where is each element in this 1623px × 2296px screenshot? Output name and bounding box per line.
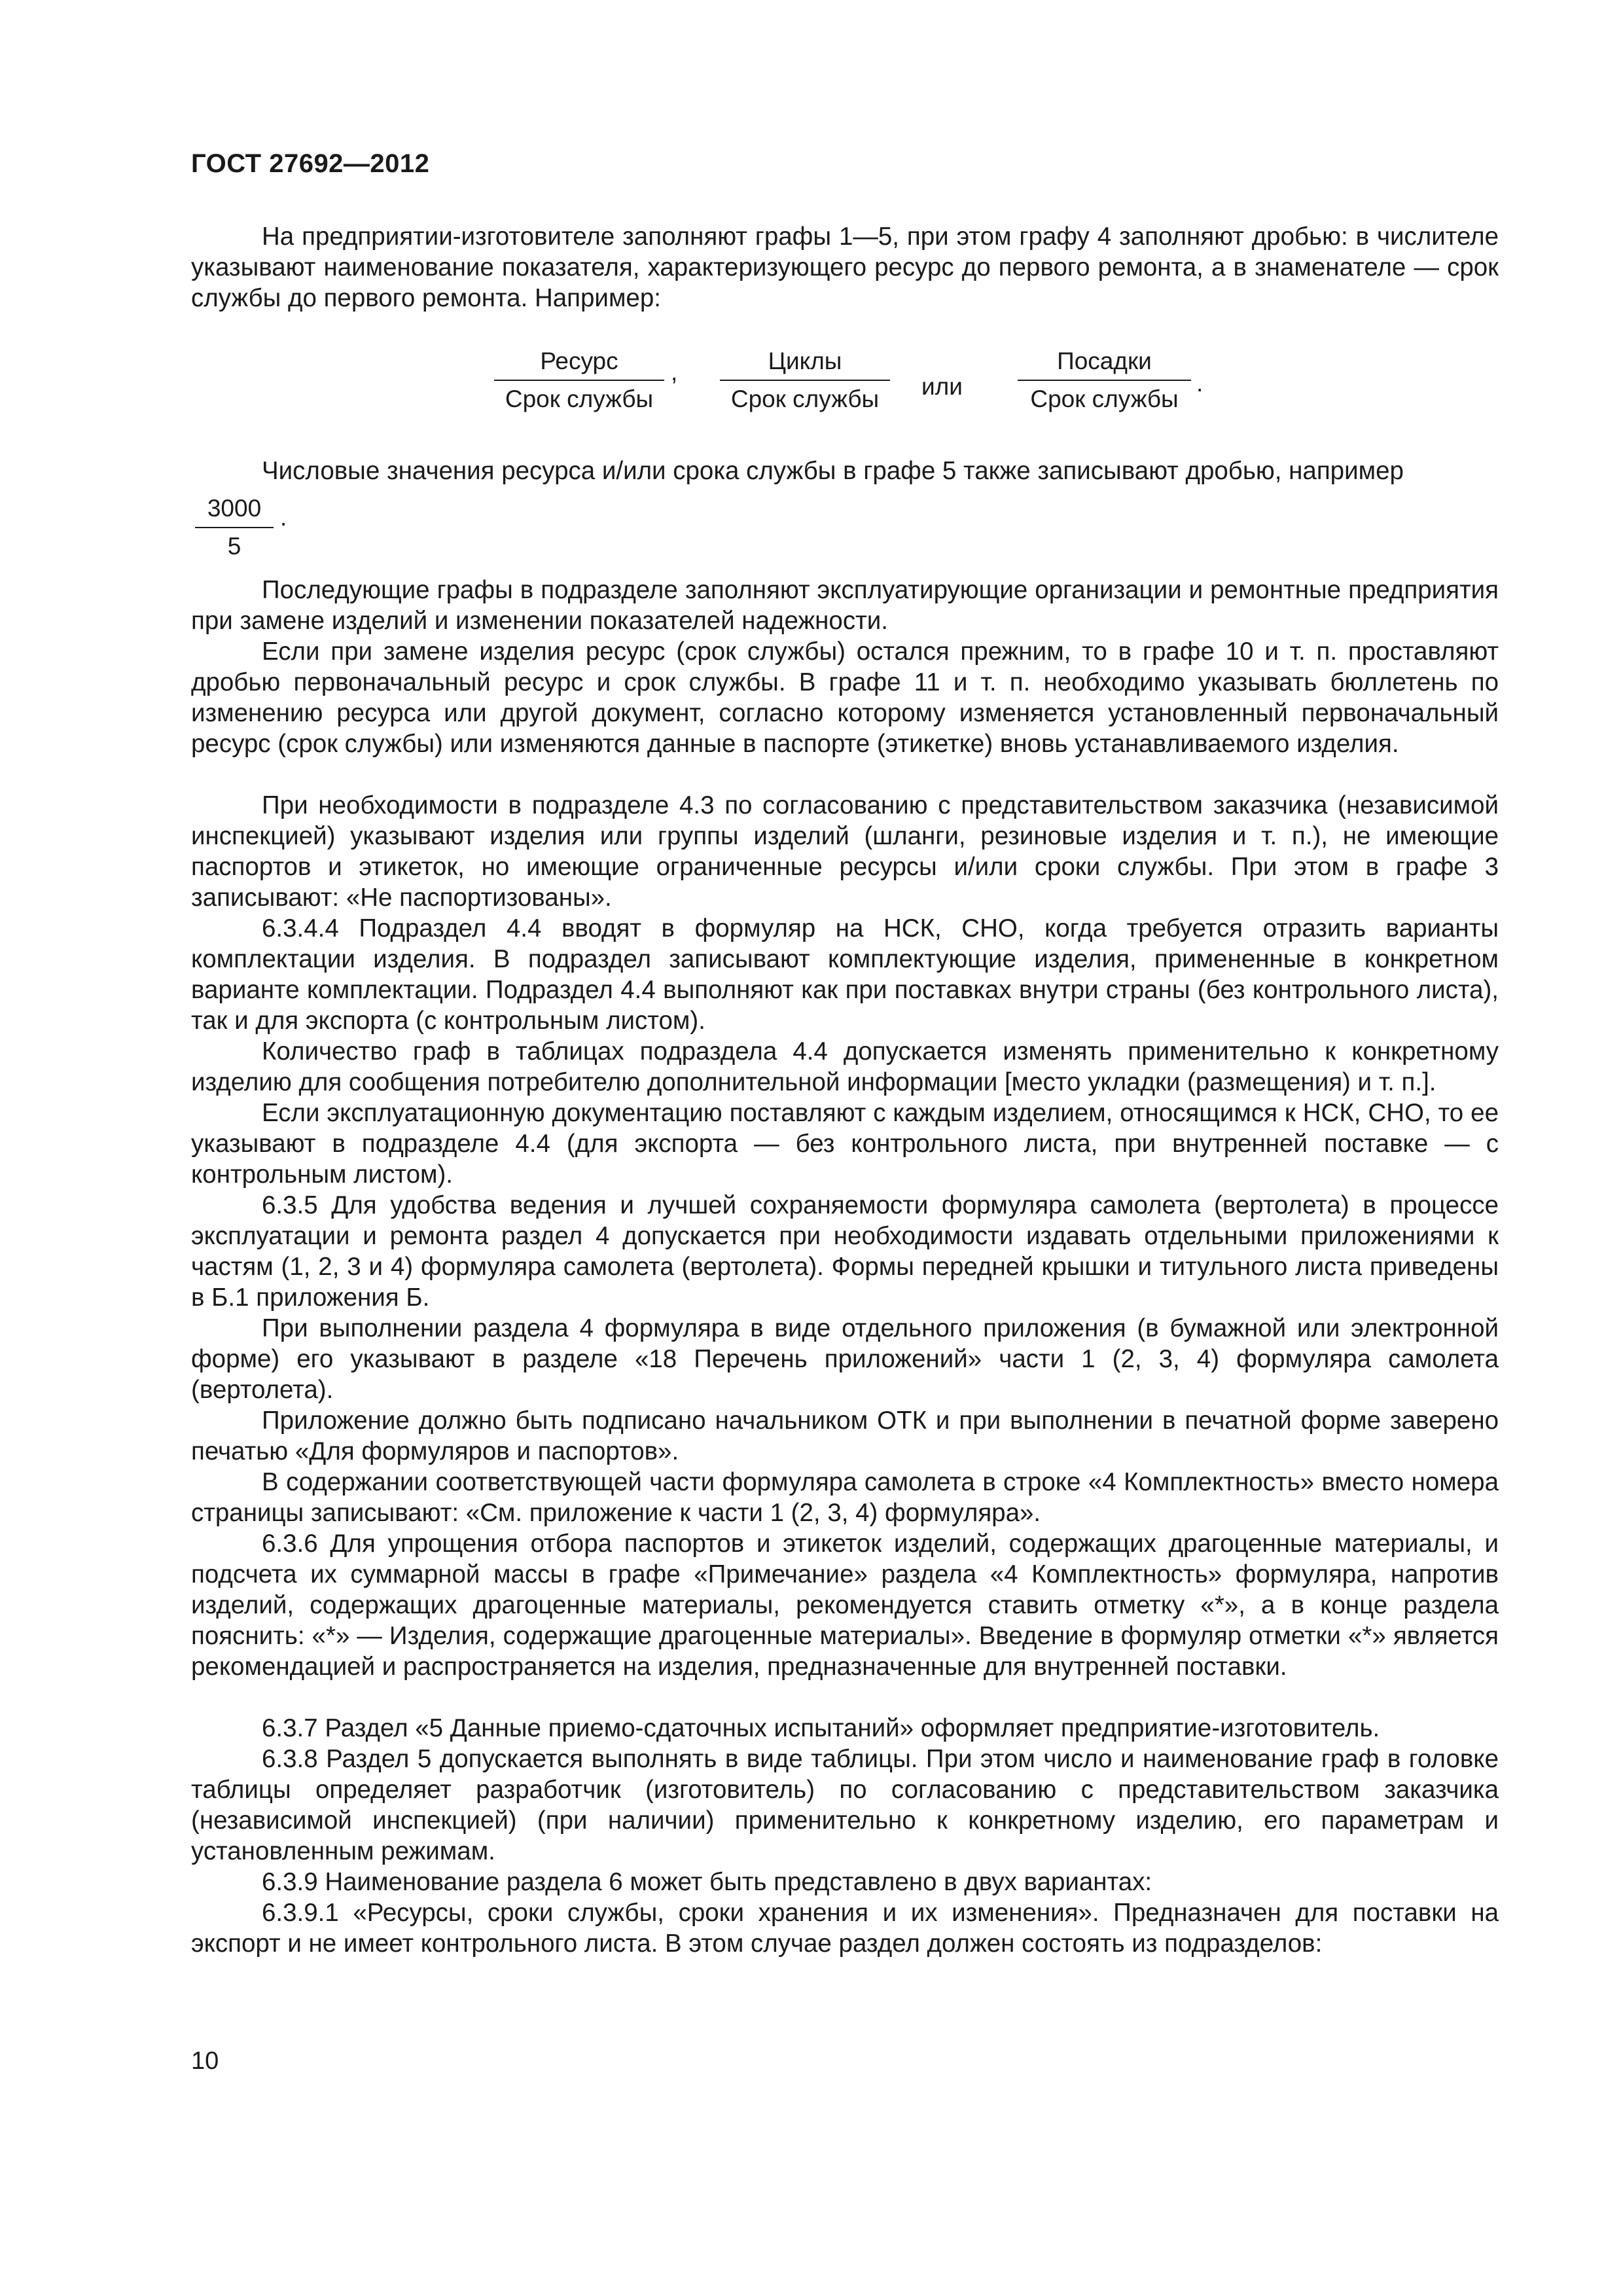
fraction-3000-5 (195, 494, 274, 561)
fraction-denominator: 5 (195, 527, 274, 561)
paragraph-6-3-6: 6.3.6 Для упрощения отбора паспортов и этикеток изделий, содержащих драгоценные материалы, и подсчета их суммарной массы в графе «Примечание» раздела «4 Комплектность» формуляра, напротив изделий, содержащих драгоценные материалы, рекомендуется ставить отметку «*», а в конце раздела пояснить: «*» — Изделия, содержащие драгоценные материалы». Введение в формуляр отметки «*» является рекомендацией и распространяется на изделия, предназначенные для внутренней поставки. (191, 1530, 1499, 1681)
paragraph-6-3-7: 6.3.7 Раздел «5 Данные приемо-сдаточных испытаний» оформляет предприятие-изготовитель. (262, 1714, 1380, 1742)
paragraph-6-3-8: 6.3.8 Раздел 5 допускается выполнять в виде таблицы. При этом число и наименование граф в головке таблицы определяет разработчик (изготовитель) по согласованию с представительством заказчика (независимой инспекцией) (при наличии) применительно к конкретному изделию, его параметрам и установленным режимам. (191, 1745, 1499, 1865)
comma-separator: , (671, 359, 678, 386)
fraction-denominator: Срок службы (1018, 380, 1191, 414)
paragraph-column-count: Количество граф в таблицах подраздела 4.4 допускается изменять применительно к конкретному изделию для сообщения потребителю дополнительной информации [место укладки (размещения) и т. п.]. (191, 1037, 1499, 1096)
paragraph-contents: В содержании соответствующей части формуляра самолета в строке «4 Комплектность» вместо номера страницы записывают: «См. приложение к части 1 (2, 3, 4) формуляра». (191, 1468, 1499, 1527)
fraction-resource (494, 347, 664, 414)
paragraph-replacement: Если при замене изделия ресурс (срок службы) остался прежним, то в графе 10 и т. п. проставляют дробью первоначальный ресурс и срок службы. В графе 11 и т. п. необходимо указывать бюллетень по изменению ресурса или другой документ, согласно которому изменяется установленный первоначальный ресурс (срок службы) или изменяются данные в паспорте (этикетке) вновь устанавливаемого изделия. (191, 637, 1499, 758)
fraction-numerator: Посадки (1057, 348, 1152, 374)
document-code-header: ГОСТ 27692—2012 (191, 149, 430, 178)
fraction-numerator: 3000 (207, 495, 262, 522)
dot-separator: . (280, 504, 287, 531)
paragraph-subsection-4-3: При необходимости в подразделе 4.3 по согласованию с представительством заказчика (независимой инспекцией) указывают изделия или группы изделий (шланги, резиновые изделия и т. п.), не имеющие паспортов и этикеток, но имеющие ограниченные ресурсы и/или сроки службы. При этом в графе 3 записывают: «Не паспортизованы». (191, 791, 1499, 912)
paragraph-6-3-9-1: 6.3.9.1 «Ресурсы, сроки службы, сроки хранения и их изменения». Предназначен для поставки на экспорт и не имеет контрольного листа. В этом случае раздел должен состоять из подразделов: (191, 1899, 1499, 1958)
fraction-denominator: Срок службы (494, 380, 664, 414)
paragraph-6-3-5: 6.3.5 Для удобства ведения и лучшей сохраняемости формуляра самолета (вертолета) в процессе эксплуатации и ремонта раздел 4 допускается при необходимости издавать отдельными приложениями к частям (1, 2, 3 и 4) формуляра самолета (вертолета). Формы передней крышки и титульного листа приведены в Б.1 приложения Б. (191, 1191, 1499, 1312)
paragraph-6-3-4-4: 6.3.4.4 Подраздел 4.4 вводят в формуляр на НСК, СНО, когда требуется отразить варианты комплектации изделия. В подраздел записывают комплектующие изделия, примененные в конкретном варианте комплектации. Подраздел 4.4 выполняют как при поставках внутри страны (без контрольного листа), так и для экспорта (с контрольным листом). (191, 914, 1499, 1035)
fraction-denominator: Срок службы (720, 380, 890, 414)
paragraph-intro: На предприятии-изготовителе заполняют графы 1—5, при этом графу 4 заполняют дробью: в числителе указывают наименование показателя, характеризующего ресурс до первого ремонта, а в знаменателе — срок службы до первого ремонта. Например: (191, 223, 1499, 312)
page-number: 10 (191, 2047, 219, 2075)
paragraph-numeric-values: Числовые значения ресурса и/или срока службы в графе 5 также записывают дробью, например (262, 457, 1404, 485)
fraction-numerator: Циклы (768, 348, 842, 374)
paragraph-signature: Приложение должно быть подписано начальником ОТК и при выполнении в печатной форме заверено печатью «Для формуляров и паспортов». (191, 1407, 1499, 1465)
fraction-numerator: Ресурс (540, 348, 618, 374)
fraction-cycles (720, 347, 890, 414)
paragraph-operational-docs: Если эксплуатационную документацию поставляют с каждым изделием, относящимся к НСК, СНО, то ее указывают в подразделе 4.4 (для экспорта — без контрольного листа, при внутренней поставке — с контрольным листом). (191, 1099, 1499, 1189)
fraction-landings (1018, 347, 1191, 414)
paragraph-subsequent-columns: Последующие графы в подразделе заполняют эксплуатирующие организации и ремонтные предприятия при замене изделий и изменении показателей надежности. (191, 576, 1499, 635)
paragraph-6-3-9: 6.3.9 Наименование раздела 6 может быть представлено в двух вариантах: (262, 1868, 1152, 1896)
or-separator: или (921, 373, 963, 400)
paragraph-appendix-form: При выполнении раздела 4 формуляра в виде отдельного приложения (в бумажной или электронной форме) его указывают в разделе «18 Перечень приложений» части 1 (2, 3, 4) формуляра самолета (вертолета). (191, 1314, 1499, 1404)
dot-separator: . (1196, 370, 1204, 397)
